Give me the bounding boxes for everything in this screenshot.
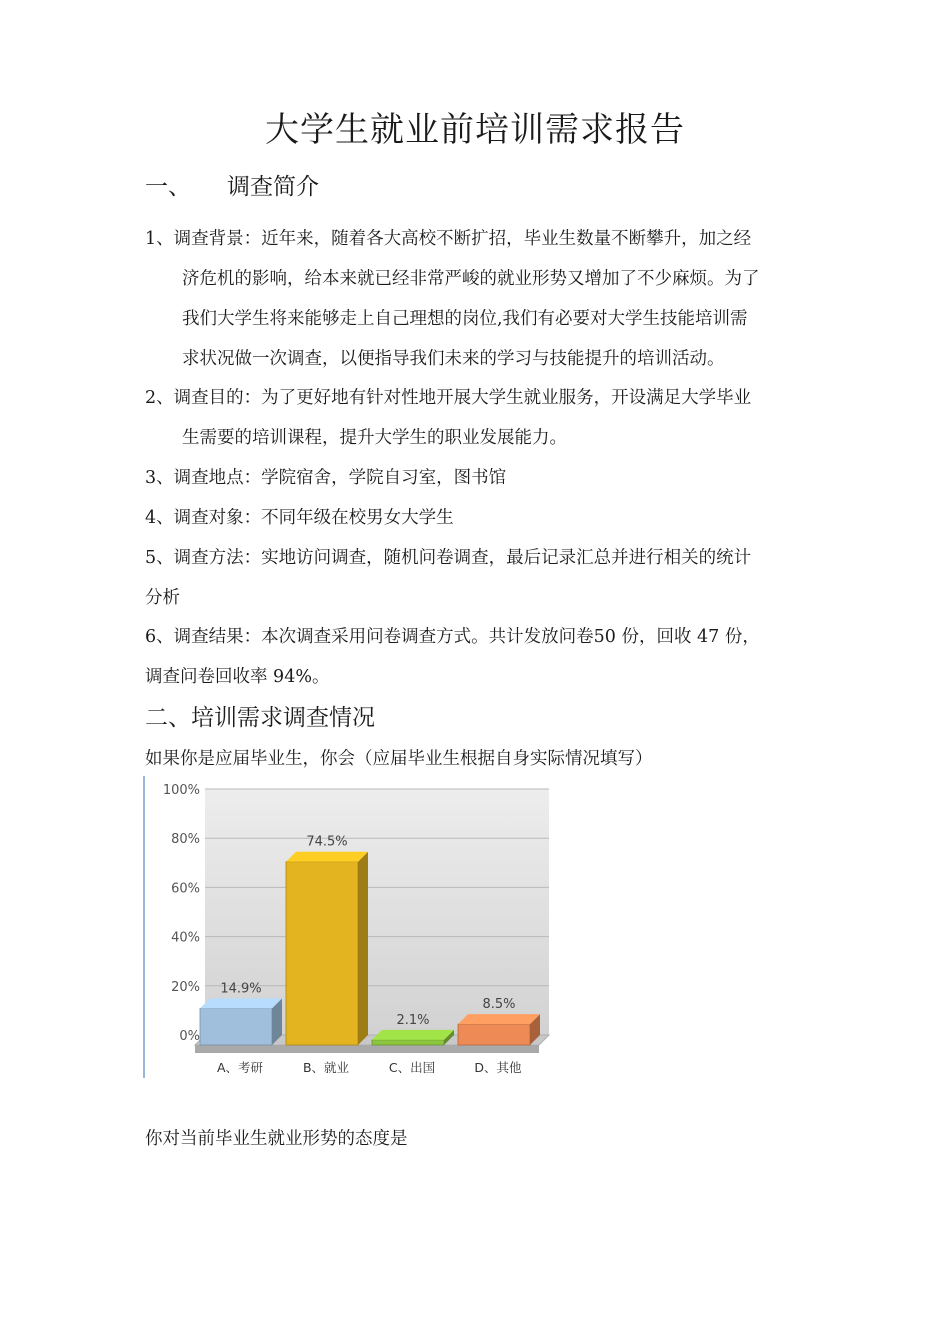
y-tick-label: 100% bbox=[162, 783, 200, 798]
item-line: 6、调查结果：本次调查采用问卷调查方式。共计发放问卷50 份，回收 47 份， bbox=[145, 627, 760, 647]
item-line: 求状况做一次调查，以便指导我们未来的学习与技能提升的培训活动。 bbox=[182, 349, 725, 369]
y-tick-label: 60% bbox=[171, 881, 200, 897]
survey-item-background bbox=[145, 219, 810, 379]
bar bbox=[200, 1008, 272, 1045]
y-tick-label: 40% bbox=[171, 930, 200, 946]
bar bbox=[458, 1024, 530, 1045]
item-line: 我们大学生将来能够走上自己理想的岗位,我们有必要对大学生技能培训需 bbox=[182, 309, 748, 329]
bar-top bbox=[372, 1030, 454, 1040]
item-line: 4、调查对象：不同年级在校男女大学生 bbox=[145, 508, 454, 528]
y-tick-label: 0% bbox=[179, 1029, 200, 1044]
bar-top bbox=[458, 1014, 540, 1024]
item-line: 3、调查地点：学院宿舍，学院自习室，图书馆 bbox=[145, 468, 507, 488]
y-tick-label: 20% bbox=[171, 979, 200, 995]
item-line: 调查问卷回收率 94%。 bbox=[145, 667, 330, 687]
survey-item-subject bbox=[145, 498, 810, 538]
x-category-label: C、出国 bbox=[388, 1060, 436, 1075]
survey-item-purpose bbox=[145, 378, 810, 458]
survey-item-method bbox=[145, 538, 810, 618]
section-heading-2: 二、培训需求调查情况 bbox=[145, 705, 375, 731]
section-heading-1 bbox=[145, 168, 319, 201]
bar-chart-svg bbox=[143, 776, 565, 1078]
bar-top bbox=[286, 852, 368, 862]
bar-value-label: 2.1% bbox=[396, 1012, 430, 1028]
bar-chart bbox=[143, 776, 565, 1078]
x-category-label: B、就业 bbox=[302, 1060, 350, 1075]
bar-value-label: 74.5% bbox=[306, 834, 348, 850]
bar-value-label: 8.5% bbox=[482, 997, 516, 1013]
bar bbox=[286, 862, 358, 1045]
survey-item-location bbox=[145, 458, 810, 498]
bar-top bbox=[200, 998, 282, 1008]
item-line: 分析 bbox=[145, 588, 180, 608]
bar-side bbox=[358, 852, 368, 1045]
item-line: 5、调查方法：实地访问调查，随机问卷调查，最后记录汇总并进行相关的统计 bbox=[145, 548, 752, 568]
question-2: 你对当前毕业生就业形势的态度是 bbox=[145, 1129, 408, 1149]
document-title: 大学生就业前培训需求报告 bbox=[265, 110, 685, 150]
item-line: 1、调查背景：近年来，随着各大高校不断扩招，毕业生数量不断攀升，加之经 bbox=[145, 229, 752, 249]
question-1: 如果你是应届毕业生，你会（应届毕业生根据自身实际情况填写） bbox=[145, 749, 653, 769]
item-line: 济危机的影响，给本来就已经非常严峻的就业形势又增加了不少麻烦。为了 bbox=[182, 269, 760, 289]
section-number: 一、 bbox=[145, 174, 191, 200]
x-category-label: A、考研 bbox=[216, 1060, 264, 1075]
chart-floor-edge bbox=[195, 1045, 539, 1053]
item-line: 生需要的培训课程，提升大学生的职业发展能力。 bbox=[182, 428, 567, 448]
bar bbox=[372, 1040, 444, 1045]
survey-item-result bbox=[145, 617, 810, 697]
item-line: 2、调查目的：为了更好地有针对性地开展大学生就业服务，开设满足大学毕业 bbox=[145, 388, 752, 408]
section-label: 调查简介 bbox=[227, 174, 319, 200]
x-category-label: D、其他 bbox=[474, 1060, 522, 1075]
y-tick-label: 80% bbox=[171, 832, 200, 848]
bar-value-label: 14.9% bbox=[220, 981, 262, 997]
